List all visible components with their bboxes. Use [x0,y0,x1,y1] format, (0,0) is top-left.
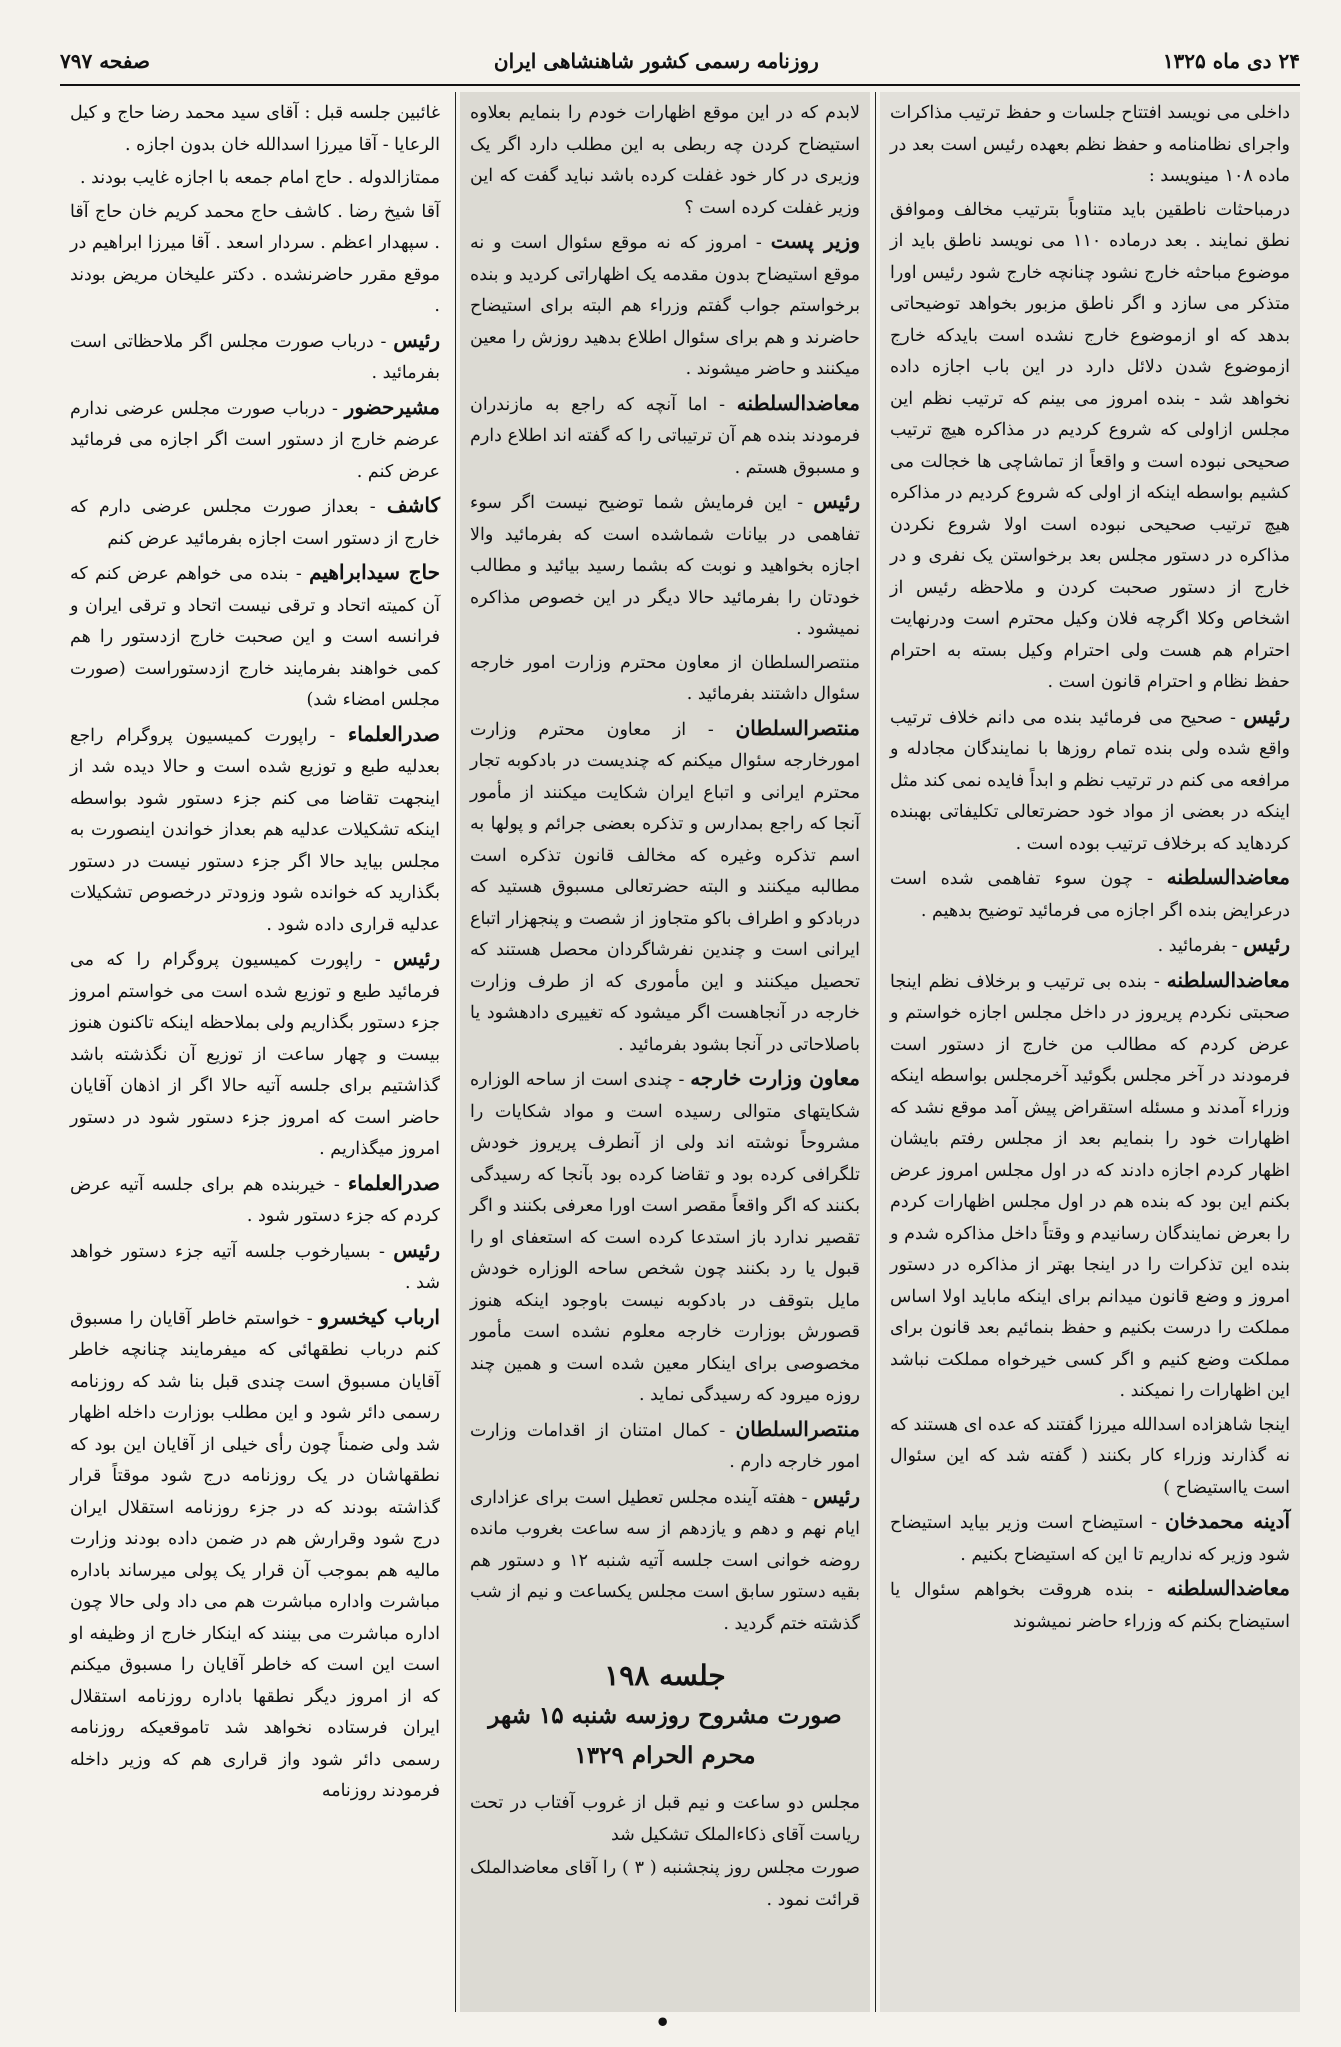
paragraph [70,719,440,942]
paragraph-text: منتصرالسلطان از معاون محترم وزارت امور خارجه سئوال داشتند بفرمائید . [470,652,860,704]
paragraph [70,1235,440,1300]
paragraph-text: آقا شیخ رضا . کاشف حاج محمد کریم خان حاج آقا . سپهدار اعظم . سردار اسعد . آقا میرزا ابراهیم در موقع مقرر حاضرنشده . دکتر علیخان مریض بودند . [70,201,440,316]
paragraph-text: - کمال امتنان از اقدامات وزارت امور خارجه دارم . [470,1420,860,1472]
paragraph [470,388,860,485]
paragraph [470,1414,860,1479]
session-title: جلسه ۱۹۸ [604,1659,726,1692]
paragraph-text: - چون سوء تفاهمی شده است درعرایض بنده اگر اجازه می فرمائید توضیح بدهیم . [890,869,1290,921]
paragraph [890,1506,1290,1571]
paragraph-text: - بفرمائید . [1157,936,1244,956]
column-divider [875,92,876,2012]
paragraph-text: - بنده هروقت بخواهم سئوال یا استیضاح بکنم که وزراء حاضر نمیشوند [890,1580,1290,1632]
paragraph-text: درمباحثات ناطقین باید متناوباً بترتیب مخالف وموافق نطق نمایند . بعد درماده ۱۱۰ می نویسد ناطق باید از موضوع مباحثه خارج نشود چنانچه خارج شود رئیس اورا متذکر می سازد و اگر ناطق مزبور بخواهد توضیحاتی بدهد که او ازموضوع خارج نشده است بایدکه خارج ازموضوع شدن دلائل دارد در این باب اجازه داده نخواهد شد - بنده امروز می بینم که ترتیب نظم این مجلس ازاولی که شروع کردیم در مذاکره هیچ ترتیب صحیحی نبوده است و واقعاً از تماشاچی ها خجالت می کشیم بواسطه اینکه از اولی که شروع کردیم در مذاکره هیچ ترتیب صحیحی نبوده است اولا شروع نکردن مذاکره در دستور مجلس بعد برخواستن یک نفری و در خارج از دستور صحبت کردن و ملاحظه رئیس از اشخاص وکلا اگرچه فلان وکیل محترم است ودرنهایت احترام هم هست ولی احترام وکیل بسته به احترام حفظ نظام و احترام قانون است . [890,199,1290,692]
paragraph [470,1853,860,1916]
page-number: صفحه ۷۹۷ [60,49,150,73]
column-left [60,92,450,2012]
paragraph [890,965,1290,1408]
footer-mark: • [655,2008,671,2037]
speaker-name: رئیس [393,1237,440,1262]
paragraph-text: غائبین جلسه قبل : آقای سید محمد رضا حاج و کیل الرعایا - آقا میرزا اسدالله خان بدون اجازه . [70,103,440,155]
speaker-name: صدرالعلماء [347,1170,440,1195]
paragraph-text: - این فرمایش شما توضیح نیست اگر سوء تفاهمی در بیانات شماشده است که بفرمائید والا اجازه بخواهید و نوبت که بشما رسید بیائید و مطالب خودتان را بفرمائید حالا دیگر در این خصوص مذاکره نمیشود . [470,493,860,639]
date-label: ۲۴ دی ماه ۱۳۲۵ [1162,49,1300,73]
paragraph-text: - چندی است از ساحه الوزاره شکایتهای متوالی رسیده است و مواد شکایات را مشروحاً نوشته اند ولی از آنطرف پریروز خودش تلگرافی کرده بود و تقاضا کرده بود بآنجا که رسیدگی بکنند که اگر واقعاً مقصر است اورا معرفی بکنند و اگر تقصیر ندارد باز استدعا کرده است که استعفای او را قبول یا رد بکنند چون شخص ساحه الوزاره خودش مایل بتوقف در بادکوبه نیست باوجود اینکه هنوز قصورش بوزارت خارجه معلوم نشده است مأمور مخصوصی برای اینکار معین شده است و همین چند روزه میرود که رسیدگی نماید . [470,1070,860,1405]
session-date-line-2: محرم الحرام ۱۳۲۹ [574,1742,756,1769]
paragraph [890,1410,1290,1505]
speaker-name: وزیر پست [770,229,860,253]
paragraph-text: ممتازالدوله . حاج امام جمعه با اجازه غایب بودند . [79,168,440,188]
paragraph-text: - خواستم خاطر آقایان را مسبوق کنم درباب نطقهائی که میفرمایند چنانچه خاطر آقایان مسبوق است چندی قبل بنا شد که روزنامه رسمی دائر شود و این مطلب بوزارت داخله اظهار شد ولی ضمناً چون رأی خیلی از آقایان این بود که نطقهاشان در یک روزنامه درج شود موقتاً قرار گذاشته بودند که در جزء روزنامه استقلال ایران درج شود وقرارش هم در ضمن داده بودند وزارت مالیه هم بموجب آن قرار یک پولی میرساند باداره مباشرت واداره مباشرت هم می داد ولی حالا چون اداره مباشرت می بینند که اینکار خارج از وظیفه او است این است که خاطر آقایان را مسبوق میکنم که از امروز دیگر نطقها باداره روزنامه استقلال ایران فرستاده نخواهد شد تاموقعیکه روزنامه رسمی دائر شود واز قراری هم که وزیر داخله فرمودند روزنامه [70,1308,440,1801]
paragraph-text: مجلس دو ساعت و نیم قبل از غروب آفتاب در تحت ریاست آقای ذکاءالملک تشکیل شد [470,1793,860,1845]
paragraph [470,226,860,386]
speaker-name: ارباب کیخسرو [319,1304,440,1329]
paragraph [470,486,860,646]
paragraph [70,490,440,555]
header-rule [60,84,1300,86]
speaker-name: رئیس [813,1483,860,1508]
column-right [880,92,1300,2012]
paragraph [70,557,440,717]
paragraph [470,1481,860,1641]
paragraph-text: داخلی می نویسد افتتاح جلسات و حفظ ترتیب مذاکرات واجرای نظامنامه و حفظ نظم بعهده رئیس است بعد در ماده ۱۰۸ مینویسد : [890,103,1290,186]
speaker-name: معاضدالسلطنه [1166,967,1290,992]
speaker-name: صدرالعلماء [347,721,440,746]
newspaper-title: روزنامه رسمی کشور شاهنشاهی ایران [493,49,819,73]
paragraph-text: لابدم که در این موقع اظهارات خودم را بنمایم بعلاوه استیضاح کردن چه ربطی به این مطلب دارد اگر یک وزیری در کار خود غفلت کرده باشد نباید گفت که این وزیر غفلت کرده است ؟ [470,103,860,218]
paragraph-text: صورت مجلس روز پنجشنبه ( ۳ ) را آقای معاضدالملک قرائت نمود . [470,1858,860,1910]
speaker-name: کاشف [386,493,440,517]
paragraph-text: - راپورت کمیسیون پروگرام راجع بعدلیه طبع و توزیع شده است و حالا دیده شد از اینجهت تقاضا می کنم جزء دستور شود بواسطه اینکه تشکیلات عدلیه هم بعداز خواندن اینصورت به مجلس بیاید حالا اگر جزء دستور نیست در دستور بگذارید که خوانده شود وزودتر درخصوص تشکیلات عدلیه قراری داده شود . [70,725,440,935]
speaker-name: منتصرالسلطان [735,1416,860,1441]
paragraph-text: - درباب صورت مجلس اگر ملاحظاتی است بفرمائید . [70,331,440,383]
paragraph [890,98,1290,193]
paragraph-text: - بنده می خواهم عرض کنم که آن کمیته اتحاد و ترقی نیست اتحاد و ترقی ایران و فرانسه است و این صحبت خارج ازدستور را هم کمی خواهند بفرمایند خارج ازدستوراست (صورت مجلس امضاء شد) [70,564,440,710]
paragraph [890,1573,1290,1638]
speaker-name: معاضدالسلطنه [736,390,860,415]
speaker-name: رئیس [393,946,440,970]
paragraph-text: - امروز که نه موقع سئوال است و نه موقع استیضاح بدون مقدمه یک اظهاراتی کردید و بنده برخواستم جواب گفتم وزراء هم البته برای استیضاح حاضرند و هم برای سئوال اطلاع بدهید روزش را معین میکنند و حاضر میشوند . [470,233,860,379]
paragraph [70,197,440,323]
column-middle [460,92,870,2012]
paragraph [890,862,1290,927]
paragraph-text: - از معاون محترم وزارت امورخارجه سئوال میکنم که چندیست در بادکوبه تجار محترم ایرانی و اتباع ایران شکایت میکنند از مأمور آنجا که راجع بمدارس و تذکره بعضی جرائم و پولها به اسم تذکره وغیره که مخالف قانون تذکره است مطالبه میکنند و البته حضرتعالی مسبوق هستید که دربادکو و اطراف باکو متجاوز از شصت و پنجهزار اتباع ایرانی است و چندین نفرشاگردان محصل هستند که تحصیل میکنند و این مأموری که از طرف وزارت خارجه در آنجاهست اگر میشود که تغییری دادهشود یا باصلاحاتی در آنجا بشود بفرمائید . [470,719,860,1055]
paragraph-text: - بنده بی ترتیب و برخلاف نظم اینجا صحبتی نکردم پریروز در داخل مجلس اجازه خواستم و عرض کردم که مطالب من خارج از دستور است فرمودند در آخر مجلس بگوئید آخرمجلس بواسطه اینکه وزراء آمدند و مسئله استقراض پیش آمد موقع نشد که اظهارات خود را بنمایم بعد از مجلس رفتم بایشان اظهار کردم اجازه دادند که در اول مجلس امروز عرض بکنم این بود که بنده هم در اول مجلس اظهارات کردم را بعرض نمایندگان رسانیدم و وقتاً داخل مذاکره شدم و بنده این تذکرات را در اینجا بهتر از مذاکره در دستور امروز و وضع قانون میدانم برای اینکه ماباید اولا اساس مملکت را درست بکنیم و حفظ بنمائیم بعد قانون برای مملکت وضع کنیم و اگر کسی خیرخواه مملکت نباشد این اظهارات را نمیکند . [890,971,1290,1401]
paragraph [470,648,860,711]
paragraph [70,325,440,390]
paragraph [890,929,1290,963]
paragraph-text: - راپورت کمیسیون پروگرام را که می فرمائید طبع و توزیع شده است می خواستم امروز جزء دستور بگذاریم ولی بملاحظه اینکه تاکنون هنوز بیست و چهار ساعت از توزیع آن نگذشته باشد گذاشتیم برای جلسه آتیه حالا اگر از اذهان آقایان حاضر است که امروز جزء دستور شود در دستور امروز میگذاریم . [70,950,440,1159]
speaker-name: آدینه محمدخان [1165,1509,1291,1533]
session-date-line-1: صورت مشروح روزسه شنبه ۱۵ شهر [488,1702,842,1729]
paragraph-text: - اما آنچه که راجع به مازندران فرمودند بنده هم آن ترتیباتی را که گفته اند اطلاع دارم و مسبوق هستم . [470,394,860,478]
paragraph [70,943,440,1166]
paragraph-text: - استیضاح است وزیر بیاید استیضاح شود وزیر که نداریم تا این که استیضاح بکنیم . [890,1513,1290,1565]
speaker-name: معاضدالسلطنه [1166,865,1290,889]
speaker-name: رئیس [813,489,860,513]
page-header [60,40,1300,82]
paragraph [70,163,440,195]
paragraph-text: - هفته آینده مجلس تعطیل است برای عزاداری ایام نهم و دهم و یازدهم از سه ساعت بغروب مانده روضه خوانی است جلسه آتیه شنبه ۱۲ و دستور هم بقیه دستور سابق است مجلس یکساعت و نیم از شب گذشته ختم گردید . [470,1487,860,1634]
paragraph [890,195,1290,699]
paragraph-text: - درباب صورت مجلس عرضی ندارم عرضم خارج از دستور است اگر اجازه می فرمائید عرض کنم . [70,398,440,482]
column-divider [455,92,456,2012]
paragraph [70,392,440,489]
paragraph [470,713,860,1062]
paragraph [70,98,440,161]
paragraph [470,98,860,224]
paragraph-text: - بعداز صورت مجلس عرضی دارم که خارج از دستور است اجازه بفرمائید عرض کنم [70,497,440,549]
speaker-name: معاضدالسلطنه [1166,1576,1290,1600]
speaker-name: حاج سیدابراهیم [309,560,440,584]
paragraph-text: - بسیارخوب جلسه آتیه جزء دستور خواهد شد . [70,1241,440,1293]
paragraph-text: - خیربنده هم برای جلسه آتیه عرض کردم که جزء دستور شود . [70,1174,440,1226]
paragraph-text: - صحیح می فرمائید بنده می دانم خلاف ترتیب واقع شده ولی بنده تمام روزها با نمایندگان مجادله و مرافعه می کنم در ترتیب نظم و ابداً فایده نمی کند مثل اینکه در بعضی از مواد خود حضرتعالی تکلیفاتی بهبنده کردهاید که برخلاف ترتیب بوده است . [890,707,1290,854]
paragraph [70,1168,440,1233]
paragraph [470,1788,860,1851]
session-heading [470,1656,860,1776]
paragraph [70,1302,440,1808]
speaker-name: رئیس [1243,703,1290,728]
speaker-name: رئیس [393,327,440,352]
paragraph [890,701,1290,861]
speaker-name: معاون وزارت خارجه [690,1066,861,1090]
speaker-name: رئیس [1243,932,1290,956]
speaker-name: منتصرالسلطان [735,715,860,740]
paragraph-text: اینجا شاهزاده اسدالله میرزا گفتند که عده ای هستند که نه گذارند وزراء کار بکنند ( گفته شد که این سئوال است یااستیضاح ) [890,1414,1290,1498]
paragraph [470,1063,860,1412]
speaker-name: مشیرحضور [344,394,440,419]
